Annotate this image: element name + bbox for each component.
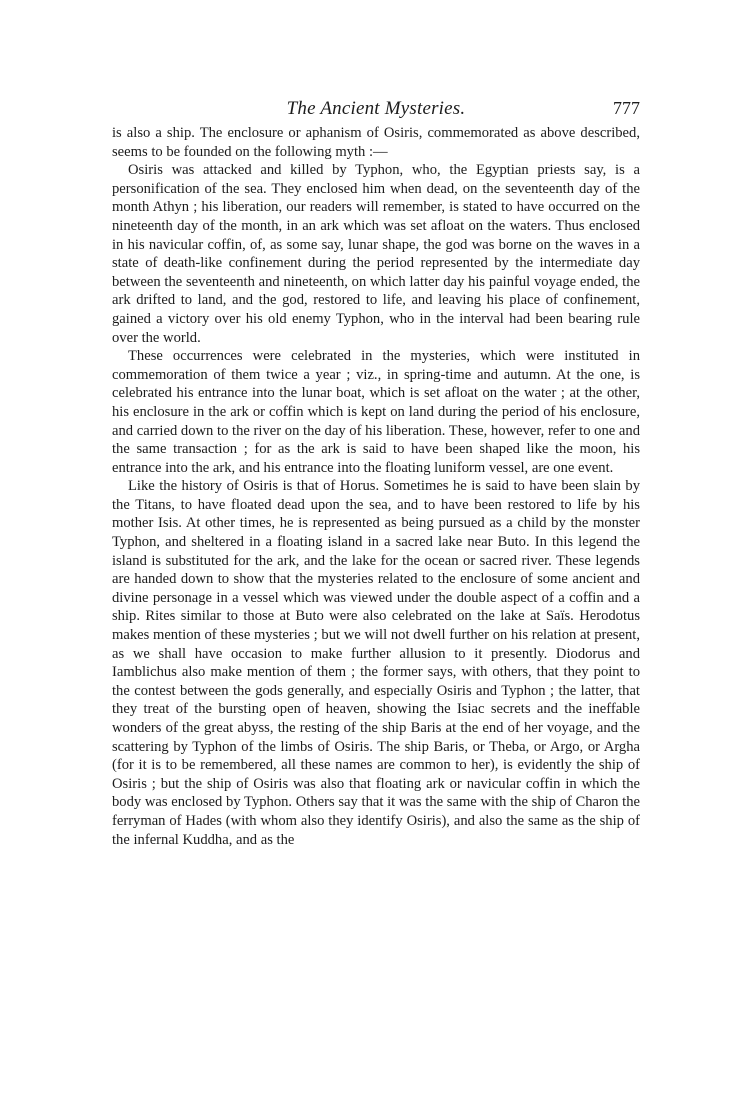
paragraph-mysteries-celebration: These occurrences were celebrated in the mysteries, which were instituted in commemoration of them twice a year ; viz., in spring-time and autumn. At the one, is celebrated his entrance into the lunar boat, which is set afloat on the water ; at the other, his enclosure in the ark or coffin which is kept on land during the period of his enclosure, and carried down to the river on the day of his liberation. These, however, refer to one and the same transaction ; for as the ark is said to have been shaped like the moon, his entrance into the ark, and his entrance into the floating luniform vessel, are one event.: [112, 348, 640, 476]
running-title: The Ancient Mysteries.: [286, 98, 466, 119]
document-page: [112, 96, 640, 1106]
page-header: [112, 96, 640, 124]
paragraph-continuation: is also a ship. The enclosure or aphanism of Osiris, commemorated as above described, seems to be founded on the following myth :—: [112, 125, 640, 160]
body-text: [112, 124, 640, 849]
paragraph-osiris-myth: Osiris was attacked and killed by Typhon, who, the Egyptian priests say, is a personification of the sea. They enclosed him when dead, on the seventeenth day of the month Athyn ; his liberation, our readers will remember, is stated to have occurred on the nineteenth day of the month, in an ark which was set afloat on the waters. Thus enclosed in his navicular coffin, of, as some say, lunar shape, the god was borne on the waves in a state of death-like confinement during the period represented by the intermediate day between the seventeenth and nineteenth, on which latter day his painful voyage ended, the ark drifted to land, and the god, restored to life, and leaving his place of confinement, gained a victory over his old enemy Typhon, who in the interval had been bearing rule over the world.: [112, 162, 640, 346]
paragraph-horus-history: Like the history of Osiris is that of Horus. Sometimes he is said to have been slain by the Titans, to have floated dead upon the sea, and to have been restored to life by his mother Isis. At other times, he is represented as being pursued as a child by the monster Typhon, and sheltered in a floating island in a sacred lake near Buto. In this legend the island is substituted for the ark, and the lake for the ocean or sacred river. These legends are handed down to show that the mysteries related to the enclosure of some ancient and divine personage in a vessel which was viewed under the double aspect of a coffin and a ship. Rites similar to those at Buto were also celebrated on the lake at Saïs. Herodotus makes mention of these mysteries ; but we will not dwell further on his relation at present, as we shall have occasion to make further allusion to it presently. Diodorus and Iamblichus also make mention of them ; the former says, with others, that they point to the contest between the gods generally, and especially Osiris and Typhon ; the latter, that they treat of the bursting open of heaven, showing the Isiac secrets and the ineffable wonders of the great abyss, the resting of the ship Baris at the end of her voyage, and the scattering by Typhon of the limbs of Osiris. The ship Baris, or Theba, or Argo, or Argha (for it is to be remembered, all these names are common to her), is evidently the ship of Osiris ; but the ship of Osiris was also that floating ark or navicular coffin in which the body was enclosed by Typhon. Others say that it was the same with the ship of Charon the ferryman of Hades (with whom also they identify Osiris), and also the same as the ship of the infernal Kuddha, and as the: [112, 478, 640, 848]
page-number: 777: [613, 98, 640, 118]
